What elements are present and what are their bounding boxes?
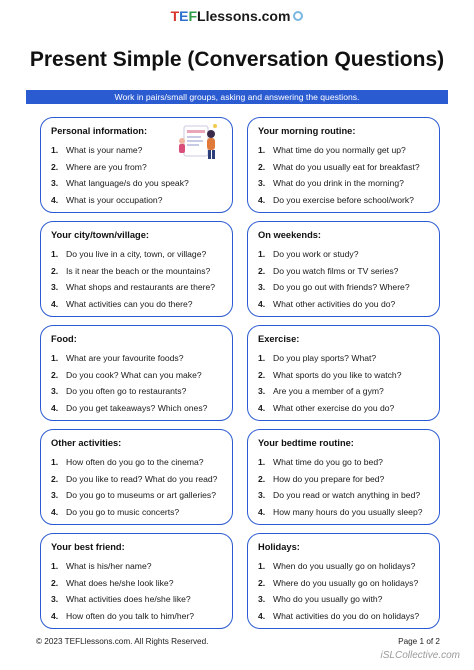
question-text: Are you a member of a gym? [273, 386, 384, 396]
globe-badge-icon [293, 11, 303, 21]
question-number: 1. [51, 353, 59, 363]
card-title: Other activities: [51, 438, 122, 448]
page-number: Page 1 of 2 [398, 637, 440, 646]
question-item [258, 608, 429, 625]
question-number: 2. [51, 265, 59, 276]
question-text: How do you prepare for bed? [273, 473, 385, 484]
question-card [247, 117, 440, 213]
question-item [51, 367, 222, 384]
question-text: How often do you go to the cinema? [66, 457, 204, 467]
question-number: 4. [258, 194, 266, 205]
question-item [51, 608, 222, 625]
question-number: 1. [258, 457, 266, 467]
question-item [51, 400, 222, 417]
question-text: What language/s do you speak? [66, 178, 189, 188]
question-item [258, 383, 429, 400]
question-item [258, 504, 429, 521]
question-text: Do you cook? What can you make? [66, 369, 202, 380]
question-text: Where do you usually go on holidays? [273, 577, 419, 588]
question-number: 1. [51, 249, 59, 259]
question-item [258, 367, 429, 384]
question-text: Do you play sports? What? [273, 353, 377, 363]
question-item [51, 575, 222, 592]
question-text: Who do you usually go with? [273, 594, 383, 604]
card-title: On weekends: [258, 230, 322, 240]
question-card [40, 325, 233, 421]
question-item [51, 471, 222, 488]
question-text: What is your occupation? [66, 194, 163, 205]
question-text: Do you like to read? What do you read? [66, 473, 218, 484]
question-number: 3. [51, 178, 59, 188]
question-text: Do you read or watch anything in bed? [273, 490, 421, 500]
question-item [51, 175, 222, 192]
question-text: When do you usually go on holidays? [273, 561, 416, 571]
question-text: How often do you talk to him/her? [66, 610, 195, 621]
question-number: 1. [51, 561, 59, 571]
question-text: What other activities do you do? [273, 298, 396, 309]
question-text: What time do you normally get up? [273, 145, 406, 155]
question-number: 4. [51, 610, 59, 621]
page-title: Present Simple (Conversation Questions) [29, 48, 445, 71]
question-item [51, 383, 222, 400]
card-title: Holidays: [258, 542, 300, 552]
card-title: Your city/town/village: [51, 230, 149, 240]
question-number: 4. [51, 194, 59, 205]
question-number: 2. [258, 265, 266, 276]
question-number: 2. [258, 577, 266, 588]
question-item [258, 192, 429, 209]
question-card [40, 429, 233, 525]
question-text: Do you go out with friends? Where? [273, 282, 410, 292]
question-item [51, 279, 222, 296]
question-item [258, 487, 429, 504]
question-card [247, 221, 440, 317]
question-item [51, 246, 222, 263]
question-item [51, 350, 222, 367]
question-number: 4. [51, 402, 59, 413]
question-text: What time do you go to bed? [273, 457, 383, 467]
people-profile-illustration-icon [178, 123, 220, 161]
question-item [258, 142, 429, 159]
question-number: 3. [51, 386, 59, 396]
card-title: Food: [51, 334, 77, 344]
question-text: What is his/her name? [66, 561, 152, 571]
question-number: 4. [258, 298, 266, 309]
question-number: 1. [51, 457, 59, 467]
watermark-text: iSLCollective.com [380, 650, 460, 661]
question-text: Do you exercise before school/work? [273, 194, 414, 205]
question-text: What activities does he/she like? [66, 594, 191, 604]
question-text: Do you get takeaways? Which ones? [66, 402, 208, 413]
question-text: How many hours do you usually sleep? [273, 506, 423, 517]
question-text: Do you go to music concerts? [66, 506, 180, 517]
question-text: What activities can you do there? [66, 298, 193, 309]
question-item [258, 246, 429, 263]
question-number: 3. [258, 386, 266, 396]
question-number: 3. [258, 282, 266, 292]
question-number: 2. [51, 161, 59, 172]
question-text: What sports do you like to watch? [273, 369, 402, 380]
question-text: What shops and restaurants are there? [66, 282, 216, 292]
question-item [258, 471, 429, 488]
logo-letter-t: T [170, 8, 180, 24]
question-item [51, 504, 222, 521]
question-number: 1. [258, 561, 266, 571]
question-text: What activities do you do on holidays? [273, 610, 420, 621]
card-title: Your morning routine: [258, 126, 356, 136]
question-text: What other exercise do you do? [273, 402, 395, 413]
question-number: 2. [51, 577, 59, 588]
question-text: Do you watch films or TV series? [273, 265, 399, 276]
question-number: 3. [258, 490, 266, 500]
question-number: 3. [51, 490, 59, 500]
card-title: Personal information: [51, 126, 148, 136]
instructions-banner: Work in pairs/small groups, asking and answering the questions. [26, 90, 448, 104]
question-item [51, 487, 222, 504]
card-title: Exercise: [258, 334, 300, 344]
question-item [258, 558, 429, 575]
question-number: 3. [258, 594, 266, 604]
question-number: 1. [258, 145, 266, 155]
question-item [51, 296, 222, 313]
question-text: Do you often go to restaurants? [66, 386, 187, 396]
question-item [258, 454, 429, 471]
question-item [258, 175, 429, 192]
question-text: Is it near the beach or the mountains? [66, 265, 211, 276]
question-item [258, 279, 429, 296]
question-number: 2. [51, 369, 59, 380]
question-card [40, 221, 233, 317]
question-number: 4. [258, 506, 266, 517]
site-logo [0, 8, 474, 24]
question-number: 3. [51, 282, 59, 292]
question-card [247, 325, 440, 421]
question-number: 2. [258, 369, 266, 380]
question-card [40, 533, 233, 629]
question-item [258, 159, 429, 176]
question-item [258, 263, 429, 280]
question-item [258, 350, 429, 367]
question-number: 2. [51, 473, 59, 484]
question-item [51, 192, 222, 209]
question-text: Do you work or study? [273, 249, 359, 259]
question-item [258, 591, 429, 608]
question-item [258, 575, 429, 592]
question-number: 1. [258, 249, 266, 259]
question-card [247, 533, 440, 629]
question-item [51, 558, 222, 575]
question-text: Do you live in a city, town, or village? [66, 249, 207, 259]
question-item [258, 296, 429, 313]
question-number: 2. [258, 161, 266, 172]
question-text: What is your name? [66, 145, 143, 155]
question-text: Do you go to museums or art galleries? [66, 490, 216, 500]
question-text: What do you drink in the morning? [273, 178, 404, 188]
copyright-text: © 2023 TEFLlessons.com. All Rights Reserved. [36, 637, 209, 646]
question-number: 4. [51, 298, 59, 309]
question-number: 4. [258, 610, 266, 621]
question-text: What do you usually eat for breakfast? [273, 161, 420, 172]
question-item [51, 263, 222, 280]
question-item [51, 454, 222, 471]
question-number: 1. [258, 353, 266, 363]
question-text: Where are you from? [66, 161, 147, 172]
logo-text-rest: Llessons.com [197, 8, 291, 24]
question-number: 4. [258, 402, 266, 413]
question-number: 2. [258, 473, 266, 484]
question-number: 1. [51, 145, 59, 155]
card-title: Your bedtime routine: [258, 438, 354, 448]
question-item [258, 400, 429, 417]
question-card [247, 429, 440, 525]
logo-letter-f: F [188, 8, 198, 24]
question-text: What are your favourite foods? [66, 353, 184, 363]
question-text: What does he/she look like? [66, 577, 174, 588]
question-number: 3. [258, 178, 266, 188]
card-title: Your best friend: [51, 542, 125, 552]
question-number: 3. [51, 594, 59, 604]
question-item [51, 591, 222, 608]
question-number: 4. [51, 506, 59, 517]
question-card [40, 117, 233, 213]
logo-letter-e: E [179, 8, 189, 24]
